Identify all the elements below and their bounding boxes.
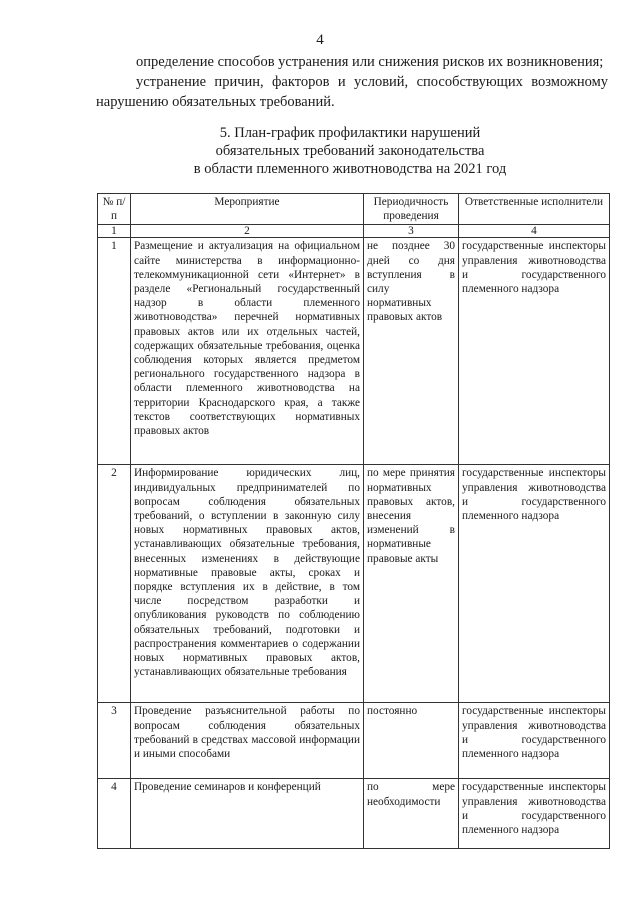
row-responsible: государственные инспекторы управления животноводства и государственного племенного надзора: [459, 703, 610, 779]
column-number: 2: [131, 225, 364, 238]
section-title-line-3: в области племенного животноводства на 2021 год: [193, 161, 507, 177]
intro-paragraph-2: устранение причин, факторов и условий, способствующих возможному нарушению обязательных требований.: [96, 74, 608, 110]
column-number: 1: [98, 225, 131, 238]
page-number: 4: [316, 32, 324, 48]
row-responsible: государственные инспекторы управления животноводства и государственного племенного надзора: [459, 465, 610, 703]
table-row: [98, 465, 610, 703]
table-row: [98, 779, 610, 849]
header-period: Периодичность проведения: [364, 194, 459, 225]
column-number: 4: [459, 225, 610, 238]
header-responsible: Ответственные исполнители: [459, 194, 610, 225]
plan-table: [97, 193, 610, 849]
row-period: по мере необходимости: [364, 779, 459, 849]
row-activity: Проведение разъяснительной работы по вопросам соблюдения обязательных требований в средствах массовой информации и иными способами: [131, 703, 364, 779]
row-period: по мере принятия нормативных правовых актов, внесения изменений в нормативные правовые акты: [364, 465, 459, 703]
section-title-line-2: обязательных требований законодательства: [215, 143, 485, 159]
row-period: не позднее 30 дней со дня вступления в силу нормативных правовых актов: [364, 238, 459, 465]
row-responsible: государственные инспекторы управления животноводства и государственного племенного надзора: [459, 779, 610, 849]
row-activity: Проведение семинаров и конференций: [131, 779, 364, 849]
intro-text: [96, 52, 608, 112]
table-header-row: [98, 194, 610, 225]
row-period: постоянно: [364, 703, 459, 779]
row-number: 3: [98, 703, 131, 779]
section-title-line-1: 5. План-график профилактики нарушений: [219, 125, 481, 141]
header-activity: Мероприятие: [131, 194, 364, 225]
table-row: [98, 703, 610, 779]
header-number: № п/п: [98, 194, 131, 225]
section-title: [150, 124, 550, 178]
column-number-row: [98, 225, 610, 238]
row-responsible: государственные инспекторы управления животноводства и государственного племенного надзора: [459, 238, 610, 465]
row-number: 2: [98, 465, 131, 703]
row-activity: Информирование юридических лиц, индивидуальных предпринимателей по вопросам соблюдения обязательных требований, о вступлении в законную силу новых нормативных правовых актов, устанавливающих обязательные требования, внесенных изменениях в действующие нормативные правовые акты, сроках и порядке вступления их в действие, в том числе посредством разработки и опубликования руководств по соблюдению обязательных требований, подготовки и распространения комментариев о содержании новых нормативных правовых актов, устанавливающих обязательные требования: [131, 465, 364, 703]
row-activity: Размещение и актуализация на официальном сайте министерства в информационно-телекоммуникационной сети «Интернет» в разделе «Региональный государственный надзор в области племенного животноводства» перечней нормативных правовых актов или их отдельных частей, содержащих обязательные требования, оценка соблюдения которых является предметом регионального государственного надзора в области племенного животноводства на территории Краснодарского края, а также текстов соответствующих нормативных правовых актов: [131, 238, 364, 465]
column-number: 3: [364, 225, 459, 238]
row-number: 4: [98, 779, 131, 849]
table-row: [98, 238, 610, 465]
row-number: 1: [98, 238, 131, 465]
intro-paragraph-1: определение способов устранения или снижения рисков их возникновения;: [136, 54, 604, 70]
